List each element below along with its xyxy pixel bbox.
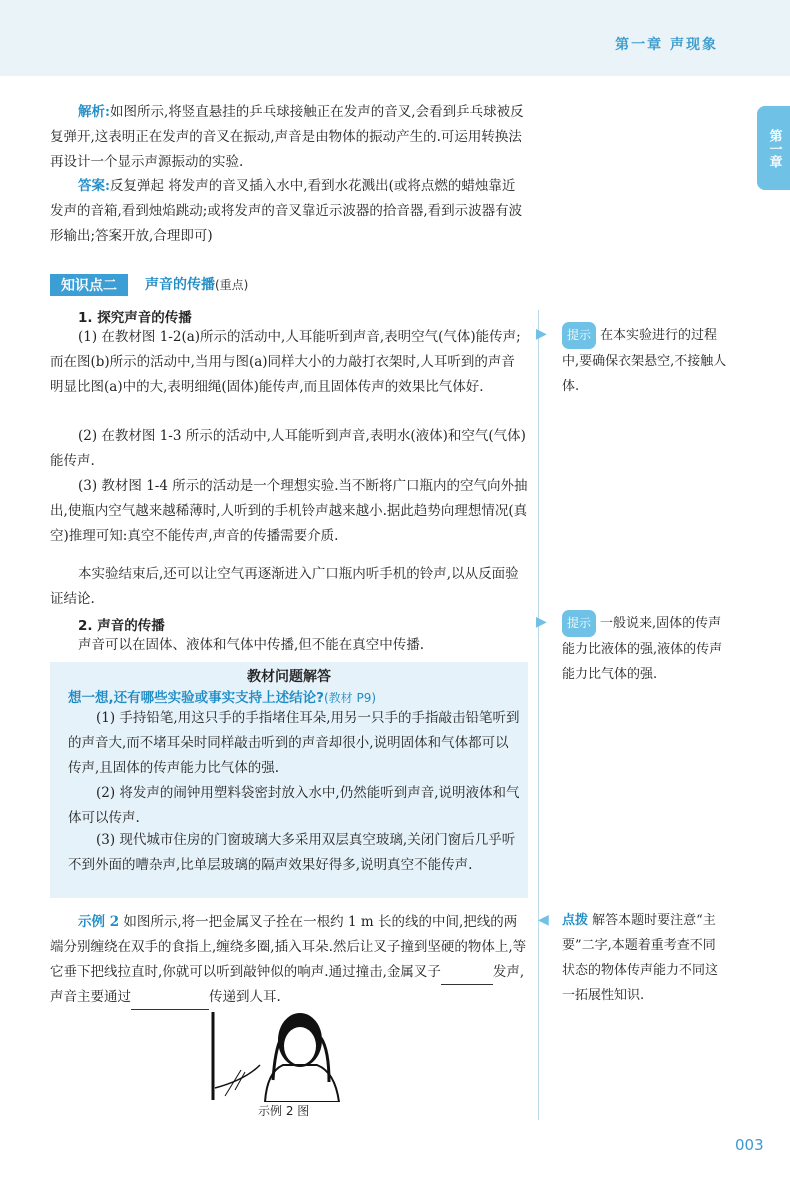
tip2-arrow-icon: ▶ [536, 614, 547, 630]
point-note [562, 908, 727, 1008]
side-tab-label: 第一章 [766, 128, 782, 168]
tip1-badge: 提示 [562, 322, 596, 349]
figure-caption: 示例 2 图 [258, 1104, 310, 1118]
answer-text: 反复弹起 将发声的音叉插入水中,看到水花溅出(或将点燃的蜡烛靠近发声的音箱,看到烛焰跳动;或将发声的音叉靠近示波器的拾音器,看到示波器有波形输出;答案开放,合理即可) [50, 178, 523, 244]
analysis-label: 解析: [78, 104, 110, 120]
fork-drawing [225, 1070, 245, 1096]
example2-paragraph [50, 910, 528, 1010]
knowledge-point-tag: (重点) [215, 278, 249, 292]
tip2-note [562, 610, 727, 687]
qa-title: 教材问题解答 [247, 669, 331, 685]
section1-title: 1. 探究声音的传播 [78, 310, 192, 326]
tip1-text: 在本实验进行的过程中,要确保衣架悬空,不接触人体. [562, 328, 727, 394]
analysis-paragraph [50, 100, 528, 175]
page-number: 003 [735, 1136, 764, 1154]
qa-answer-1: (1) 手持铅笔,用这只手的手指堵住耳朵,用另一只手的手指敲击铅笔听到的声音大,而不堵耳朵时同样敲击听到的声音却很小,说明固体和气体都可以传声,且固体的传声能力比气体的强. [68, 710, 520, 776]
answer-blank-2 [131, 993, 209, 1010]
example2-label: 示例 2 [78, 914, 120, 930]
section2-p1: 声音可以在固体、液体和气体中传播,但不能在真空中传播. [78, 637, 425, 653]
page-header [0, 0, 790, 76]
qa-question [68, 686, 376, 706]
knowledge-point-title [145, 274, 248, 296]
tip2-badge: 提示 [562, 610, 596, 637]
example2-text-a: 如图所示,将一把金属叉子拴在一根约 1 m 长的线的中间,把线的两端分别缠绕在双手的食指上,缠绕多圈,插入耳朵.然后让叉子撞到坚硬的物体上,等它垂下把线拉直时,你就可以听到敲钟似的响声.通过撞击,金属叉子 [50, 914, 527, 980]
analysis-text: 如图所示,将竖直悬挂的乒乓球接触正在发声的音叉,会看到乒乓球被反复弹开,这表明正在发声的音叉在振动,声音是由物体的振动产生的.可运用转换法再设计一个显示声源振动的实验. [50, 104, 524, 170]
qa-answer-2: (2) 将发声的闹钟用塑料袋密封放入水中,仍然能听到声音,说明液体和气体可以传声. [68, 785, 520, 826]
qa-answer-3: (3) 现代城市住房的门窗玻璃大多采用双层真空玻璃,关闭门窗后几乎听不到外面的嘈杂声,比单层玻璃的隔声效果好得多,说明真空不能传声. [68, 832, 516, 873]
tip1-arrow-icon: ▶ [536, 326, 547, 342]
tip1-note [562, 322, 727, 399]
section2-title: 2. 声音的传播 [78, 618, 165, 634]
section1-p3: (3) 教材图 1-4 所示的活动是一个理想实验.当不断将广口瓶内的空气向外抽出,使瓶内空气越来越稀薄时,人听到的手机铃声越来越小.据此趋势向理想情况(真空)推理可知:真空不能传声,声音的传播需要介质. [50, 478, 528, 544]
column-divider [538, 310, 539, 1120]
section1-p2: (2) 在教材图 1-3 所示的活动中,人耳能听到声音,表明水(液体)和空气(气体)能传声. [50, 428, 526, 469]
answer-blank-1 [441, 968, 493, 985]
point-badge: 点拨 [562, 913, 589, 928]
face-drawing [284, 1027, 316, 1065]
example2-text-b: 发声,声音主要通过 [50, 964, 525, 1005]
qa-question-ref: (教材 P9) [323, 691, 377, 705]
answer-label: 答案: [78, 178, 110, 194]
example2-text-c: 传递到人耳. [209, 989, 281, 1005]
knowledge-point-title-text: 声音的传播 [145, 277, 215, 293]
qa-question-text: 想一想,还有哪些实验或事实支持上述结论? [68, 690, 324, 706]
tip2-text: 一般说来,固体的传声能力比液体的强,液体的传声能力比气体的强. [562, 616, 723, 682]
textbook-qa-box [50, 662, 528, 898]
point-text: 解答本题时要注意“主要”二字,本题着重考查不同状态的物体传声能力不同这一拓展性知识. [562, 913, 719, 1003]
chapter-title: 第一章 声现象 [615, 37, 718, 53]
knowledge-point-badge: 知识点二 [50, 274, 128, 296]
section1-p4: 本实验结束后,还可以让空气再逐渐进入广口瓶内听手机的铃声,以从反面验证结论. [50, 566, 519, 607]
chapter-side-tab [757, 106, 790, 190]
answer-paragraph [50, 174, 528, 249]
point-arrow-icon: ◀ [538, 912, 549, 928]
section1-p1: (1) 在教材图 1-2(a)所示的活动中,人耳能听到声音,表明空气(气体)能传声;而在图(b)所示的活动中,当用与图(a)同样大小的力敲打衣架时,人耳听到的声音明显比图(a)中的大,表明细绳(固体)能传声,而且固体传声的效果比气体好. [50, 329, 521, 395]
example2-figure [205, 1010, 365, 1102]
